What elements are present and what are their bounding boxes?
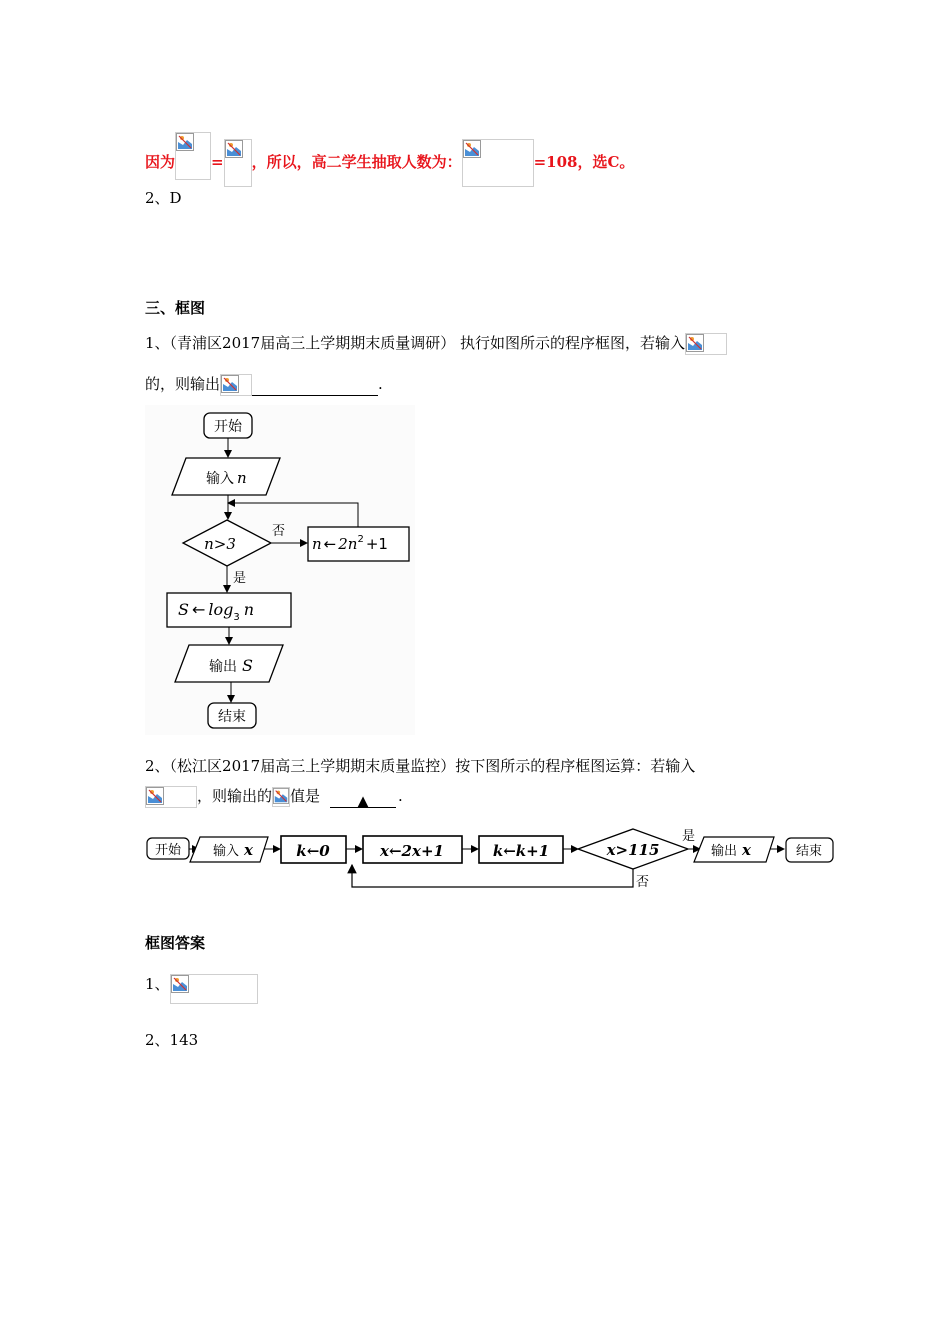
so-text: ，所以，高二学生抽取人数为：	[251, 153, 462, 171]
input-label: 输入	[206, 471, 234, 487]
formula-image-placeholder	[685, 333, 727, 355]
start-label: 开始	[154, 843, 182, 858]
formula-image-placeholder	[224, 139, 252, 187]
answer-line	[145, 139, 634, 187]
answer-blank	[330, 791, 396, 808]
start-label: 开始	[214, 419, 242, 435]
broken-image-icon	[463, 140, 481, 158]
broken-image-icon	[221, 375, 239, 393]
answer-1	[145, 974, 258, 1004]
question-2-mid: ，则输出的	[197, 787, 273, 805]
question-2-post: 值是	[290, 787, 321, 805]
because-text: 因为	[145, 153, 176, 171]
x-update-label: x←2x+1	[380, 842, 444, 860]
k-update-label: k←k+1	[492, 842, 550, 860]
answer-blank	[252, 379, 378, 396]
broken-image-icon	[171, 975, 189, 993]
no-label: 否	[636, 875, 650, 890]
section-title: 三、框图	[145, 299, 206, 317]
input-var: x	[244, 841, 253, 859]
condition-label: x>115	[606, 841, 660, 859]
yes-label: 是	[682, 829, 696, 844]
broken-image-icon	[225, 140, 243, 158]
output-label: 输出	[711, 844, 738, 859]
yes-label: 是	[233, 571, 247, 586]
output-var: x	[742, 841, 751, 859]
broken-image-icon	[146, 787, 164, 805]
input-var: n	[237, 469, 247, 487]
flowchart-2	[140, 820, 840, 895]
input-label: 输入	[213, 844, 240, 859]
broken-image-icon	[686, 334, 704, 352]
flowchart-1	[145, 405, 415, 735]
formula-image-placeholder	[145, 786, 197, 808]
question-2-text: 2、（松江区2017届高三上学期期末质量监控）按下图所示的程序框图运算：若输入	[145, 757, 696, 775]
condition-label: n>3	[204, 535, 236, 553]
assign-s-label: S ← $\log_3 n$	[178, 600, 255, 623]
flowchart-background	[145, 405, 415, 735]
formula-image-placeholder	[272, 787, 290, 807]
end-label: 结束	[218, 709, 246, 725]
answers-title: 框图答案	[145, 934, 206, 952]
question-2-line2	[145, 786, 403, 808]
question-1-line2	[145, 374, 383, 396]
formula-image-placeholder	[175, 132, 211, 180]
output-label: 输出	[209, 659, 237, 675]
answer-1-label: 1、	[145, 975, 170, 993]
k-init-label: k←0	[296, 842, 330, 860]
broken-image-icon	[273, 788, 289, 804]
no-label: 否	[272, 524, 286, 539]
output-var: S	[242, 656, 253, 675]
formula-image-placeholder	[170, 974, 258, 1004]
result-text: =108，选C。	[533, 153, 635, 171]
formula-image-placeholder	[220, 374, 252, 396]
question-1-prefix: 1、（青浦区2017届高三上学期期末质量调研） 执行如图所示的程序框图，若输入	[145, 334, 685, 352]
answer-2: 2、143	[145, 1031, 199, 1049]
period: .	[378, 375, 383, 393]
end-label: 结束	[795, 844, 823, 859]
equals-text: =	[211, 153, 224, 171]
triangle-mark: ▲	[357, 792, 369, 810]
formula-image-placeholder	[462, 139, 534, 187]
answer-item-2: 2、D	[145, 189, 182, 207]
question-1-line2-text: 的，则输出	[145, 375, 221, 393]
question-1-text	[145, 333, 727, 355]
update-n-label: n ← $2n^2 +1$	[312, 534, 388, 553]
broken-image-icon	[176, 133, 194, 151]
period: .	[398, 787, 403, 805]
